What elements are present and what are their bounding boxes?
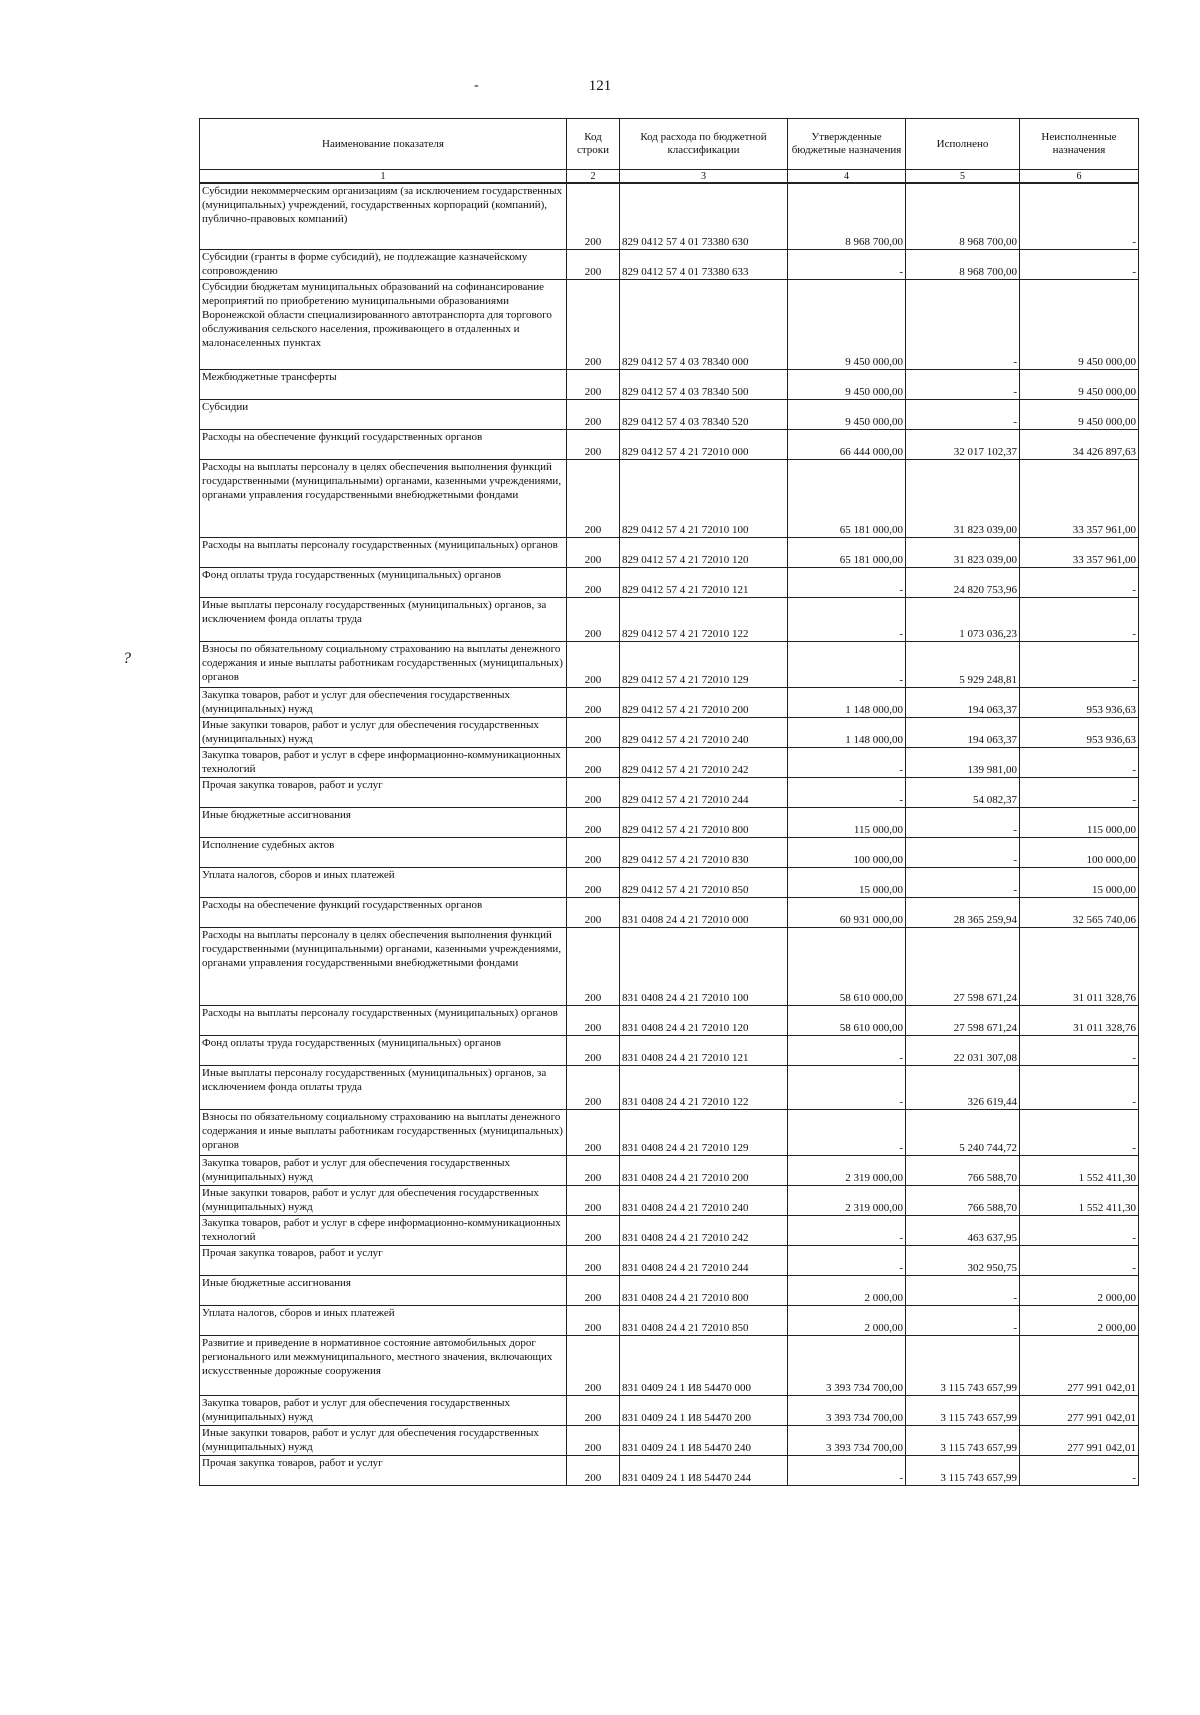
executed-amount-cell: 54 082,37 <box>906 777 1020 807</box>
classification-code-cell: 831 0408 24 4 21 72010 129 <box>620 1109 788 1155</box>
line-code-cell: 200 <box>567 777 620 807</box>
indicator-name-cell: Уплата налогов, сборов и иных платежей <box>200 867 567 897</box>
unexecuted-amount-cell: 277 991 042,01 <box>1020 1335 1139 1395</box>
unexecuted-amount-cell: - <box>1020 1215 1139 1245</box>
unexecuted-amount-cell: - <box>1020 641 1139 687</box>
table-row <box>200 537 1139 567</box>
line-code-cell: 200 <box>567 717 620 747</box>
indicator-name-cell: Расходы на обеспечение функций государственных органов <box>200 429 567 459</box>
approved-amount-cell: 100 000,00 <box>788 837 906 867</box>
executed-amount-cell: 3 115 743 657,99 <box>906 1455 1020 1485</box>
indicator-name-cell: Закупка товаров, работ и услуг для обеспечения государственных (муниципальных) нужд <box>200 687 567 717</box>
table-row <box>200 747 1139 777</box>
table-row <box>200 597 1139 641</box>
classification-code-cell: 829 0412 57 4 21 72010 244 <box>620 777 788 807</box>
executed-amount-cell: 194 063,37 <box>906 687 1020 717</box>
executed-amount-cell: - <box>906 807 1020 837</box>
approved-amount-cell: 3 393 734 700,00 <box>788 1425 906 1455</box>
column-number: 3 <box>620 170 788 184</box>
unexecuted-amount-cell: - <box>1020 777 1139 807</box>
approved-amount-cell: 15 000,00 <box>788 867 906 897</box>
classification-code-cell: 831 0408 24 4 21 72010 100 <box>620 927 788 1005</box>
table-row <box>200 1185 1139 1215</box>
classification-code-cell: 829 0412 57 4 21 72010 830 <box>620 837 788 867</box>
column-number: 5 <box>906 170 1020 184</box>
header-indicator-name: Наименование показателя <box>200 119 567 170</box>
unexecuted-amount-cell: 33 357 961,00 <box>1020 459 1139 537</box>
unexecuted-amount-cell: - <box>1020 747 1139 777</box>
classification-code-cell: 829 0412 57 4 01 73380 633 <box>620 249 788 279</box>
unexecuted-amount-cell: - <box>1020 1245 1139 1275</box>
line-code-cell: 200 <box>567 1065 620 1109</box>
indicator-name-cell: Закупка товаров, работ и услуг для обеспечения государственных (муниципальных) нужд <box>200 1395 567 1425</box>
classification-code-cell: 831 0408 24 4 21 72010 850 <box>620 1305 788 1335</box>
classification-code-cell: 831 0408 24 4 21 72010 121 <box>620 1035 788 1065</box>
executed-amount-cell: - <box>906 399 1020 429</box>
table-row <box>200 1065 1139 1109</box>
indicator-name-cell: Иные бюджетные ассигнования <box>200 1275 567 1305</box>
table-row <box>200 717 1139 747</box>
indicator-name-cell: Расходы на выплаты персоналу в целях обеспечения выполнения функций государственными (муниципальными) органами, казенными учреждениями, органами управления государственными внебюджетными фондами <box>200 459 567 537</box>
indicator-name-cell: Иные закупки товаров, работ и услуг для обеспечения государственных (муниципальных) нужд <box>200 1185 567 1215</box>
unexecuted-amount-cell: 31 011 328,76 <box>1020 927 1139 1005</box>
classification-code-cell: 829 0412 57 4 01 73380 630 <box>620 183 788 249</box>
approved-amount-cell: - <box>788 249 906 279</box>
table-row <box>200 837 1139 867</box>
classification-code-cell: 831 0409 24 1 И8 54470 244 <box>620 1455 788 1485</box>
indicator-name-cell: Закупка товаров, работ и услуг в сфере информационно-коммуникационных технологий <box>200 1215 567 1245</box>
approved-amount-cell: - <box>788 597 906 641</box>
indicator-name-cell: Иные закупки товаров, работ и услуг для обеспечения государственных (муниципальных) нужд <box>200 1425 567 1455</box>
executed-amount-cell: - <box>906 867 1020 897</box>
line-code-cell: 200 <box>567 897 620 927</box>
unexecuted-amount-cell: 9 450 000,00 <box>1020 369 1139 399</box>
table-row <box>200 1035 1139 1065</box>
executed-amount-cell: - <box>906 279 1020 369</box>
approved-amount-cell: 2 000,00 <box>788 1305 906 1335</box>
executed-amount-cell: 22 031 307,08 <box>906 1035 1020 1065</box>
approved-amount-cell: 2 319 000,00 <box>788 1155 906 1185</box>
line-code-cell: 200 <box>567 1305 620 1335</box>
table-body <box>200 183 1139 1485</box>
table-row <box>200 1395 1139 1425</box>
table-row <box>200 459 1139 537</box>
table-row <box>200 567 1139 597</box>
executed-amount-cell: 31 823 039,00 <box>906 459 1020 537</box>
line-code-cell: 200 <box>567 1109 620 1155</box>
approved-amount-cell: - <box>788 1035 906 1065</box>
unexecuted-amount-cell: - <box>1020 1109 1139 1155</box>
approved-amount-cell: 9 450 000,00 <box>788 279 906 369</box>
classification-code-cell: 829 0412 57 4 21 72010 120 <box>620 537 788 567</box>
classification-code-cell: 831 0408 24 4 21 72010 240 <box>620 1185 788 1215</box>
table-row <box>200 1335 1139 1395</box>
header-unexecuted: Неисполненные назначения <box>1020 119 1139 170</box>
indicator-name-cell: Расходы на выплаты персоналу государственных (муниципальных) органов <box>200 537 567 567</box>
line-code-cell: 200 <box>567 1455 620 1485</box>
classification-code-cell: 829 0412 57 4 03 78340 500 <box>620 369 788 399</box>
classification-code-cell: 831 0408 24 4 21 72010 120 <box>620 1005 788 1035</box>
table-row <box>200 1109 1139 1155</box>
header-classification-code: Код расхода по бюджетной классификации <box>620 119 788 170</box>
unexecuted-amount-cell: 277 991 042,01 <box>1020 1425 1139 1455</box>
approved-amount-cell: 58 610 000,00 <box>788 1005 906 1035</box>
page-number: 121 <box>588 78 612 94</box>
table-row <box>200 897 1139 927</box>
classification-code-cell: 831 0409 24 1 И8 54470 240 <box>620 1425 788 1455</box>
executed-amount-cell: 194 063,37 <box>906 717 1020 747</box>
indicator-name-cell: Межбюджетные трансферты <box>200 369 567 399</box>
classification-code-cell: 829 0412 57 4 21 72010 000 <box>620 429 788 459</box>
line-code-cell: 200 <box>567 641 620 687</box>
executed-amount-cell: 31 823 039,00 <box>906 537 1020 567</box>
indicator-name-cell: Расходы на обеспечение функций государственных органов <box>200 897 567 927</box>
indicator-name-cell: Развитие и приведение в нормативное состояние автомобильных дорог регионального или межмуниципального, местного значения, включающих искусственные дорожные сооружения <box>200 1335 567 1395</box>
approved-amount-cell: 66 444 000,00 <box>788 429 906 459</box>
executed-amount-cell: 28 365 259,94 <box>906 897 1020 927</box>
approved-amount-cell: 58 610 000,00 <box>788 927 906 1005</box>
line-code-cell: 200 <box>567 1185 620 1215</box>
table-row <box>200 279 1139 369</box>
executed-amount-cell: 27 598 671,24 <box>906 927 1020 1005</box>
classification-code-cell: 831 0408 24 4 21 72010 242 <box>620 1215 788 1245</box>
approved-amount-cell: 1 148 000,00 <box>788 687 906 717</box>
classification-code-cell: 829 0412 57 4 21 72010 850 <box>620 867 788 897</box>
classification-code-cell: 829 0412 57 4 21 72010 200 <box>620 687 788 717</box>
approved-amount-cell: - <box>788 747 906 777</box>
indicator-name-cell: Прочая закупка товаров, работ и услуг <box>200 1245 567 1275</box>
approved-amount-cell: 65 181 000,00 <box>788 459 906 537</box>
classification-code-cell: 831 0408 24 4 21 72010 122 <box>620 1065 788 1109</box>
unexecuted-amount-cell: 1 552 411,30 <box>1020 1155 1139 1185</box>
indicator-name-cell: Субсидии бюджетам муниципальных образований на софинансирование мероприятий по приобретению муниципальными образованиями Воронежской области специализированного автотранспорта для торгового обслуживания сельского населения, проживающего в отдаленных и малонаселенных пунктах <box>200 279 567 369</box>
approved-amount-cell: 1 148 000,00 <box>788 717 906 747</box>
executed-amount-cell: - <box>906 1275 1020 1305</box>
unexecuted-amount-cell: 115 000,00 <box>1020 807 1139 837</box>
executed-amount-cell: 3 115 743 657,99 <box>906 1335 1020 1395</box>
indicator-name-cell: Закупка товаров, работ и услуг в сфере информационно-коммуникационных технологий <box>200 747 567 777</box>
table-row <box>200 1005 1139 1035</box>
margin-mark: ? <box>123 650 131 667</box>
unexecuted-amount-cell: 15 000,00 <box>1020 867 1139 897</box>
classification-code-cell: 829 0412 57 4 21 72010 100 <box>620 459 788 537</box>
header-approved: Утвержденные бюджетные назначения <box>788 119 906 170</box>
indicator-name-cell: Взносы по обязательному социальному страхованию на выплаты денежного содержания и иные выплаты работникам государственных (муниципальных) органов <box>200 641 567 687</box>
unexecuted-amount-cell: - <box>1020 183 1139 249</box>
line-code-cell: 200 <box>567 1335 620 1395</box>
unexecuted-amount-cell: 953 936,63 <box>1020 717 1139 747</box>
approved-amount-cell: 115 000,00 <box>788 807 906 837</box>
approved-amount-cell: - <box>788 1109 906 1155</box>
executed-amount-cell: 302 950,75 <box>906 1245 1020 1275</box>
header-executed: Исполнено <box>906 119 1020 170</box>
executed-amount-cell: - <box>906 1305 1020 1335</box>
approved-amount-cell: 9 450 000,00 <box>788 399 906 429</box>
line-code-cell: 200 <box>567 807 620 837</box>
unexecuted-amount-cell: 277 991 042,01 <box>1020 1395 1139 1425</box>
indicator-name-cell: Прочая закупка товаров, работ и услуг <box>200 777 567 807</box>
approved-amount-cell: - <box>788 1065 906 1109</box>
classification-code-cell: 831 0408 24 4 21 72010 200 <box>620 1155 788 1185</box>
indicator-name-cell: Иные выплаты персоналу государственных (муниципальных) органов, за исключением фонда оплаты труда <box>200 597 567 641</box>
classification-code-cell: 829 0412 57 4 21 72010 121 <box>620 567 788 597</box>
classification-code-cell: 829 0412 57 4 21 72010 122 <box>620 597 788 641</box>
approved-amount-cell: 3 393 734 700,00 <box>788 1335 906 1395</box>
indicator-name-cell: Расходы на выплаты персоналу в целях обеспечения выполнения функций государственными (муниципальными) органами, казенными учреждениями, органами управления государственными внебюджетными фондами <box>200 927 567 1005</box>
indicator-name-cell: Исполнение судебных актов <box>200 837 567 867</box>
line-code-cell: 200 <box>567 1035 620 1065</box>
line-code-cell: 200 <box>567 1275 620 1305</box>
line-code-cell: 200 <box>567 1005 620 1035</box>
indicator-name-cell: Взносы по обязательному социальному страхованию на выплаты денежного содержания и иные выплаты работникам государственных (муниципальных) органов <box>200 1109 567 1155</box>
table-row <box>200 399 1139 429</box>
executed-amount-cell: 32 017 102,37 <box>906 429 1020 459</box>
classification-code-cell: 829 0412 57 4 21 72010 800 <box>620 807 788 837</box>
column-number: 4 <box>788 170 906 184</box>
table-row <box>200 641 1139 687</box>
classification-code-cell: 831 0409 24 1 И8 54470 000 <box>620 1335 788 1395</box>
table-row <box>200 927 1139 1005</box>
approved-amount-cell: 2 000,00 <box>788 1275 906 1305</box>
line-code-cell: 200 <box>567 597 620 641</box>
table-row <box>200 1425 1139 1455</box>
approved-amount-cell: 3 393 734 700,00 <box>788 1395 906 1425</box>
unexecuted-amount-cell: 2 000,00 <box>1020 1275 1139 1305</box>
approved-amount-cell: 8 968 700,00 <box>788 183 906 249</box>
indicator-name-cell: Уплата налогов, сборов и иных платежей <box>200 1305 567 1335</box>
unexecuted-amount-cell: - <box>1020 249 1139 279</box>
unexecuted-amount-cell: - <box>1020 1455 1139 1485</box>
indicator-name-cell: Иные закупки товаров, работ и услуг для обеспечения государственных (муниципальных) нужд <box>200 717 567 747</box>
table-row <box>200 1305 1139 1335</box>
column-number-row <box>200 170 1139 184</box>
table-row <box>200 369 1139 399</box>
line-code-cell: 200 <box>567 687 620 717</box>
approved-amount-cell: - <box>788 1215 906 1245</box>
unexecuted-amount-cell: - <box>1020 567 1139 597</box>
approved-amount-cell: - <box>788 567 906 597</box>
table-row <box>200 777 1139 807</box>
indicator-name-cell: Закупка товаров, работ и услуг для обеспечения государственных (муниципальных) нужд <box>200 1155 567 1185</box>
executed-amount-cell: 27 598 671,24 <box>906 1005 1020 1035</box>
unexecuted-amount-cell: 32 565 740,06 <box>1020 897 1139 927</box>
approved-amount-cell: 9 450 000,00 <box>788 369 906 399</box>
classification-code-cell: 831 0408 24 4 21 72010 000 <box>620 897 788 927</box>
line-code-cell: 200 <box>567 459 620 537</box>
classification-code-cell: 831 0408 24 4 21 72010 800 <box>620 1275 788 1305</box>
indicator-name-cell: Расходы на выплаты персоналу государственных (муниципальных) органов <box>200 1005 567 1035</box>
scan-mark: - <box>474 78 479 93</box>
line-code-cell: 200 <box>567 279 620 369</box>
table-row <box>200 249 1139 279</box>
column-number: 2 <box>567 170 620 184</box>
approved-amount-cell: 60 931 000,00 <box>788 897 906 927</box>
executed-amount-cell: 1 073 036,23 <box>906 597 1020 641</box>
table-row <box>200 429 1139 459</box>
table-row <box>200 1455 1139 1485</box>
line-code-cell: 200 <box>567 747 620 777</box>
indicator-name-cell: Иные бюджетные ассигнования <box>200 807 567 837</box>
table-row <box>200 687 1139 717</box>
unexecuted-amount-cell: 100 000,00 <box>1020 837 1139 867</box>
table-row <box>200 1215 1139 1245</box>
indicator-name-cell: Иные выплаты персоналу государственных (муниципальных) органов, за исключением фонда оплаты труда <box>200 1065 567 1109</box>
classification-code-cell: 829 0412 57 4 03 78340 520 <box>620 399 788 429</box>
budget-execution-table <box>199 118 1139 1486</box>
line-code-cell: 200 <box>567 867 620 897</box>
unexecuted-amount-cell: 34 426 897,63 <box>1020 429 1139 459</box>
line-code-cell: 200 <box>567 183 620 249</box>
indicator-name-cell: Субсидии некоммерческим организациям (за исключением государственных (муниципальных) учреждений, государственных корпораций (компаний), публично-правовых компаний) <box>200 183 567 249</box>
executed-amount-cell: - <box>906 837 1020 867</box>
indicator-name-cell: Субсидии <box>200 399 567 429</box>
executed-amount-cell: 3 115 743 657,99 <box>906 1395 1020 1425</box>
classification-code-cell: 829 0412 57 4 03 78340 000 <box>620 279 788 369</box>
executed-amount-cell: 139 981,00 <box>906 747 1020 777</box>
approved-amount-cell: - <box>788 1455 906 1485</box>
line-code-cell: 200 <box>567 369 620 399</box>
executed-amount-cell: 463 637,95 <box>906 1215 1020 1245</box>
executed-amount-cell: - <box>906 369 1020 399</box>
line-code-cell: 200 <box>567 1245 620 1275</box>
approved-amount-cell: - <box>788 777 906 807</box>
executed-amount-cell: 8 968 700,00 <box>906 249 1020 279</box>
indicator-name-cell: Прочая закупка товаров, работ и услуг <box>200 1455 567 1485</box>
table-row <box>200 183 1139 249</box>
line-code-cell: 200 <box>567 537 620 567</box>
column-number: 6 <box>1020 170 1139 184</box>
line-code-cell: 200 <box>567 429 620 459</box>
line-code-cell: 200 <box>567 1155 620 1185</box>
unexecuted-amount-cell: - <box>1020 1035 1139 1065</box>
table-row <box>200 807 1139 837</box>
unexecuted-amount-cell: 31 011 328,76 <box>1020 1005 1139 1035</box>
executed-amount-cell: 766 588,70 <box>906 1185 1020 1215</box>
header-line-code: Код строки <box>567 119 620 170</box>
executed-amount-cell: 8 968 700,00 <box>906 183 1020 249</box>
unexecuted-amount-cell: 9 450 000,00 <box>1020 279 1139 369</box>
approved-amount-cell: - <box>788 1245 906 1275</box>
approved-amount-cell: 2 319 000,00 <box>788 1185 906 1215</box>
table-row <box>200 1275 1139 1305</box>
unexecuted-amount-cell: 33 357 961,00 <box>1020 537 1139 567</box>
line-code-cell: 200 <box>567 837 620 867</box>
classification-code-cell: 831 0408 24 4 21 72010 244 <box>620 1245 788 1275</box>
column-number: 1 <box>200 170 567 184</box>
executed-amount-cell: 5 929 248,81 <box>906 641 1020 687</box>
executed-amount-cell: 326 619,44 <box>906 1065 1020 1109</box>
table-row <box>200 1155 1139 1185</box>
table-row <box>200 867 1139 897</box>
header-row <box>200 119 1139 170</box>
indicator-name-cell: Субсидии (гранты в форме субсидий), не подлежащие казначейскому сопровождению <box>200 249 567 279</box>
indicator-name-cell: Фонд оплаты труда государственных (муниципальных) органов <box>200 1035 567 1065</box>
unexecuted-amount-cell: - <box>1020 1065 1139 1109</box>
line-code-cell: 200 <box>567 249 620 279</box>
line-code-cell: 200 <box>567 399 620 429</box>
unexecuted-amount-cell: 2 000,00 <box>1020 1305 1139 1335</box>
line-code-cell: 200 <box>567 927 620 1005</box>
line-code-cell: 200 <box>567 1425 620 1455</box>
table-row <box>200 1245 1139 1275</box>
unexecuted-amount-cell: 953 936,63 <box>1020 687 1139 717</box>
executed-amount-cell: 3 115 743 657,99 <box>906 1425 1020 1455</box>
approved-amount-cell: 65 181 000,00 <box>788 537 906 567</box>
line-code-cell: 200 <box>567 1215 620 1245</box>
executed-amount-cell: 24 820 753,96 <box>906 567 1020 597</box>
unexecuted-amount-cell: - <box>1020 597 1139 641</box>
executed-amount-cell: 766 588,70 <box>906 1155 1020 1185</box>
line-code-cell: 200 <box>567 567 620 597</box>
executed-amount-cell: 5 240 744,72 <box>906 1109 1020 1155</box>
indicator-name-cell: Фонд оплаты труда государственных (муниципальных) органов <box>200 567 567 597</box>
classification-code-cell: 829 0412 57 4 21 72010 240 <box>620 717 788 747</box>
classification-code-cell: 829 0412 57 4 21 72010 242 <box>620 747 788 777</box>
unexecuted-amount-cell: 9 450 000,00 <box>1020 399 1139 429</box>
approved-amount-cell: - <box>788 641 906 687</box>
unexecuted-amount-cell: 1 552 411,30 <box>1020 1185 1139 1215</box>
line-code-cell: 200 <box>567 1395 620 1425</box>
classification-code-cell: 831 0409 24 1 И8 54470 200 <box>620 1395 788 1425</box>
classification-code-cell: 829 0412 57 4 21 72010 129 <box>620 641 788 687</box>
